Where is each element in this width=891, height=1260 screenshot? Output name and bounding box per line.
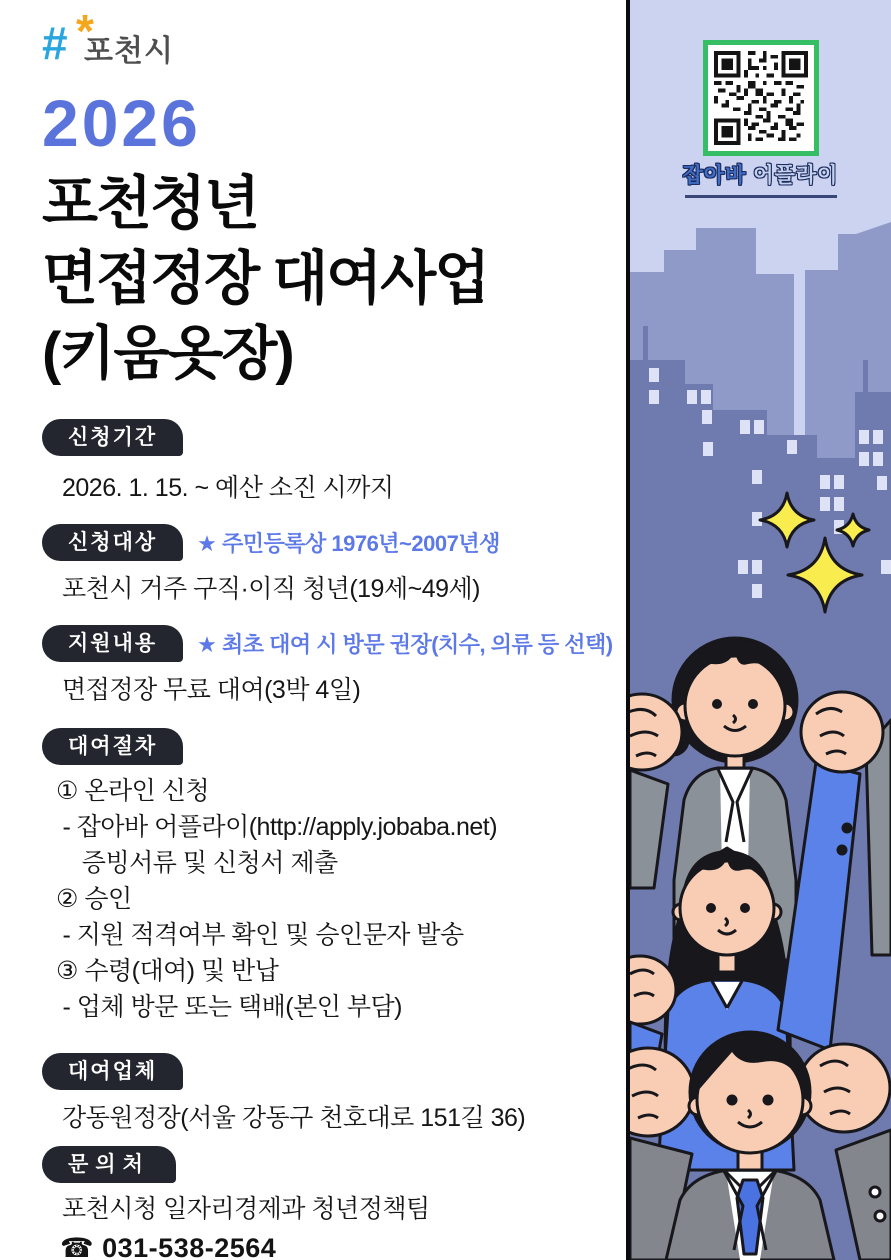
qr-caption-primary: 잡아바 xyxy=(682,164,747,187)
section-pill-period: 신청기간 xyxy=(42,419,183,456)
hashtag-icon: # xyxy=(42,17,66,69)
procedure-step: ② 승인 xyxy=(56,885,132,913)
procedure-step: 증빙서류 및 신청서 제출 xyxy=(56,849,338,877)
procedure-step: - 잡아바 어플라이(http://apply.jobaba.net) xyxy=(56,813,498,841)
section-pill-procedure: 대여절차 xyxy=(42,728,183,765)
section-pill-contact: 문의처 xyxy=(42,1146,176,1183)
contact-phone: ☎ 031-538-2564 xyxy=(60,1233,277,1260)
support-note: ★ 최초 대여 시 방문 권장(치수, 의류 등 선택) xyxy=(197,632,613,657)
procedure-step: ① 온라인 신청 xyxy=(56,777,210,805)
qr-caption-secondary: 어플라이 xyxy=(753,164,839,187)
pocheon-city-logo xyxy=(42,5,174,78)
section-eligibility xyxy=(42,524,626,605)
eligibility-note: ★ 주민등록상 1976년~2007년생 xyxy=(197,531,500,556)
procedure-list xyxy=(56,773,626,1025)
support-value: 면접정장 무료 대여(3박 4일) xyxy=(62,676,361,704)
program-year: 2026 xyxy=(42,86,201,160)
section-pill-vendor: 대여업체 xyxy=(42,1053,183,1090)
section-procedure xyxy=(42,728,626,1025)
title-line-2: 면접정장 대여사업 xyxy=(42,246,489,311)
eligibility-value: 포천시 거주 구직·이직 청년(19세~49세) xyxy=(62,575,480,603)
section-pill-eligibility: 신청대상 xyxy=(42,524,183,561)
section-pill-support: 지원내용 xyxy=(42,625,183,662)
procedure-step: - 지원 적격여부 확인 및 승인문자 발송 xyxy=(56,921,464,949)
section-application-period xyxy=(42,419,626,504)
contact-team: 포천시청 일자리경제과 청년정책팀 xyxy=(62,1195,430,1223)
qr-code xyxy=(703,40,819,156)
side-banner xyxy=(626,0,891,1260)
vendor-value: 강동원정장(서울 강동구 천호대로 151길 36) xyxy=(62,1104,526,1132)
logo-city-name: 포천시 xyxy=(84,35,174,68)
qr-caption xyxy=(630,164,891,187)
section-contact xyxy=(42,1146,626,1260)
period-value: 2026. 1. 15. ~ 예산 소진 시까지 xyxy=(62,474,394,502)
title-line-3: (키움옷장) xyxy=(42,321,293,386)
procedure-step: - 업체 방문 또는 택배(본인 부담) xyxy=(56,993,402,1021)
section-support xyxy=(42,625,626,706)
procedure-step: ③ 수령(대여) 및 반납 xyxy=(56,957,279,985)
title-line-1: 포천청년 xyxy=(42,171,259,236)
qr-underline xyxy=(685,195,837,198)
asterisk-icon: * xyxy=(76,5,94,57)
poster-title xyxy=(42,166,626,391)
section-vendor xyxy=(42,1053,626,1134)
qr-block xyxy=(630,40,891,198)
